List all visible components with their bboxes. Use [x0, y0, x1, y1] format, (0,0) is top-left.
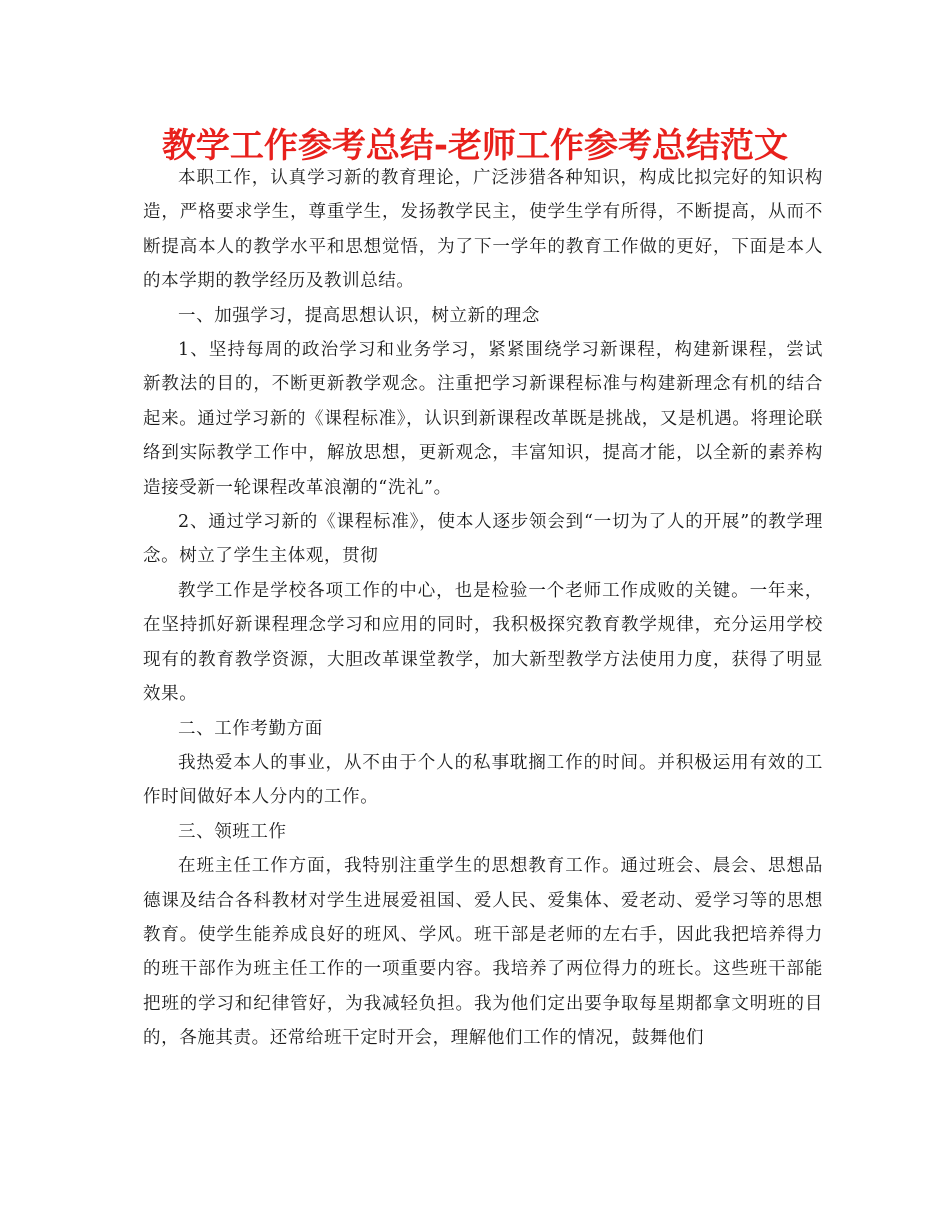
document-body	[143, 161, 823, 1056]
paragraph-teaching: 教学工作是学校各项工作的中心，也是检验一个老师工作成败的关键。一年来，在坚持抓好新课程理念学习和应用的同时，我积极探究教育教学规律，充分运用学校现有的教育教学资源，大胆改革课堂教学，加大新型教学方法使用力度，获得了明显效果。	[143, 580, 823, 705]
paragraph-attendance: 我热爱本人的事业，从不由于个人的私事耽搁工作的时间。并积极运用有效的工作时间做好本人分内的工作。	[143, 752, 823, 808]
paragraph-2: 2、通过学习新的《课程标准》，使本人逐步领会到“一切为了人的开展”的教学理念。树立了学生主体观，贯彻	[143, 512, 823, 567]
section-heading-3: 三、领班工作	[178, 821, 287, 842]
section-heading-1: 一、加强学习，提高思想认识，树立新的理念	[178, 305, 540, 326]
document-title: 教学工作参考总结-老师工作参考总结范文	[161, 126, 789, 166]
paragraph-class-leader: 在班主任工作方面，我特别注重学生的思想教育工作。通过班会、晨会、思想品德课及结合各科教材对学生进展爱祖国、爱人民、爱集体、爱老动、爱学习等的思想教育。使学生能养成良好的班风、学风。班干部是老师的左右手，因此我把培养得力的班干部作为班主任工作的一项重要内容。我培养了两位得力的班长。这些班干部能把班的学习和纪律管好，为我减轻负担。我为他们定出要争取每星期都拿文明班的目的，各施其责。还常给班干定时开会，理解他们工作的情况，鼓舞他们	[143, 856, 823, 1049]
paragraph-1: 1、坚持每周的政治学习和业务学习，紧紧围绕学习新课程，构建新课程，尝试新教法的目的，不断更新教学观念。注重把学习新课程标准与构建新理念有机的结合起来。通过学习新的《课程标准》，认识到新课程改革既是挑战，又是机遇。将理论联络到实际教学工作中，解放思想，更新观念，丰富知识，提高才能，以全新的素养构造接受新一轮课程改革浪潮的“洗礼”。	[143, 340, 823, 498]
section-heading-2: 二、工作考勤方面	[178, 718, 323, 739]
paragraph-intro: 本职工作，认真学习新的教育理论，广泛涉猎各种知识，构成比拟完好的知识构造，严格要求学生，尊重学生，发扬教学民主，使学生学有所得，不断提高，从而不断提高本人的教学水平和思想觉悟，为了下一学年的教育工作做的更好，下面是本人的本学期的教学经历及教训总结。	[143, 168, 823, 292]
